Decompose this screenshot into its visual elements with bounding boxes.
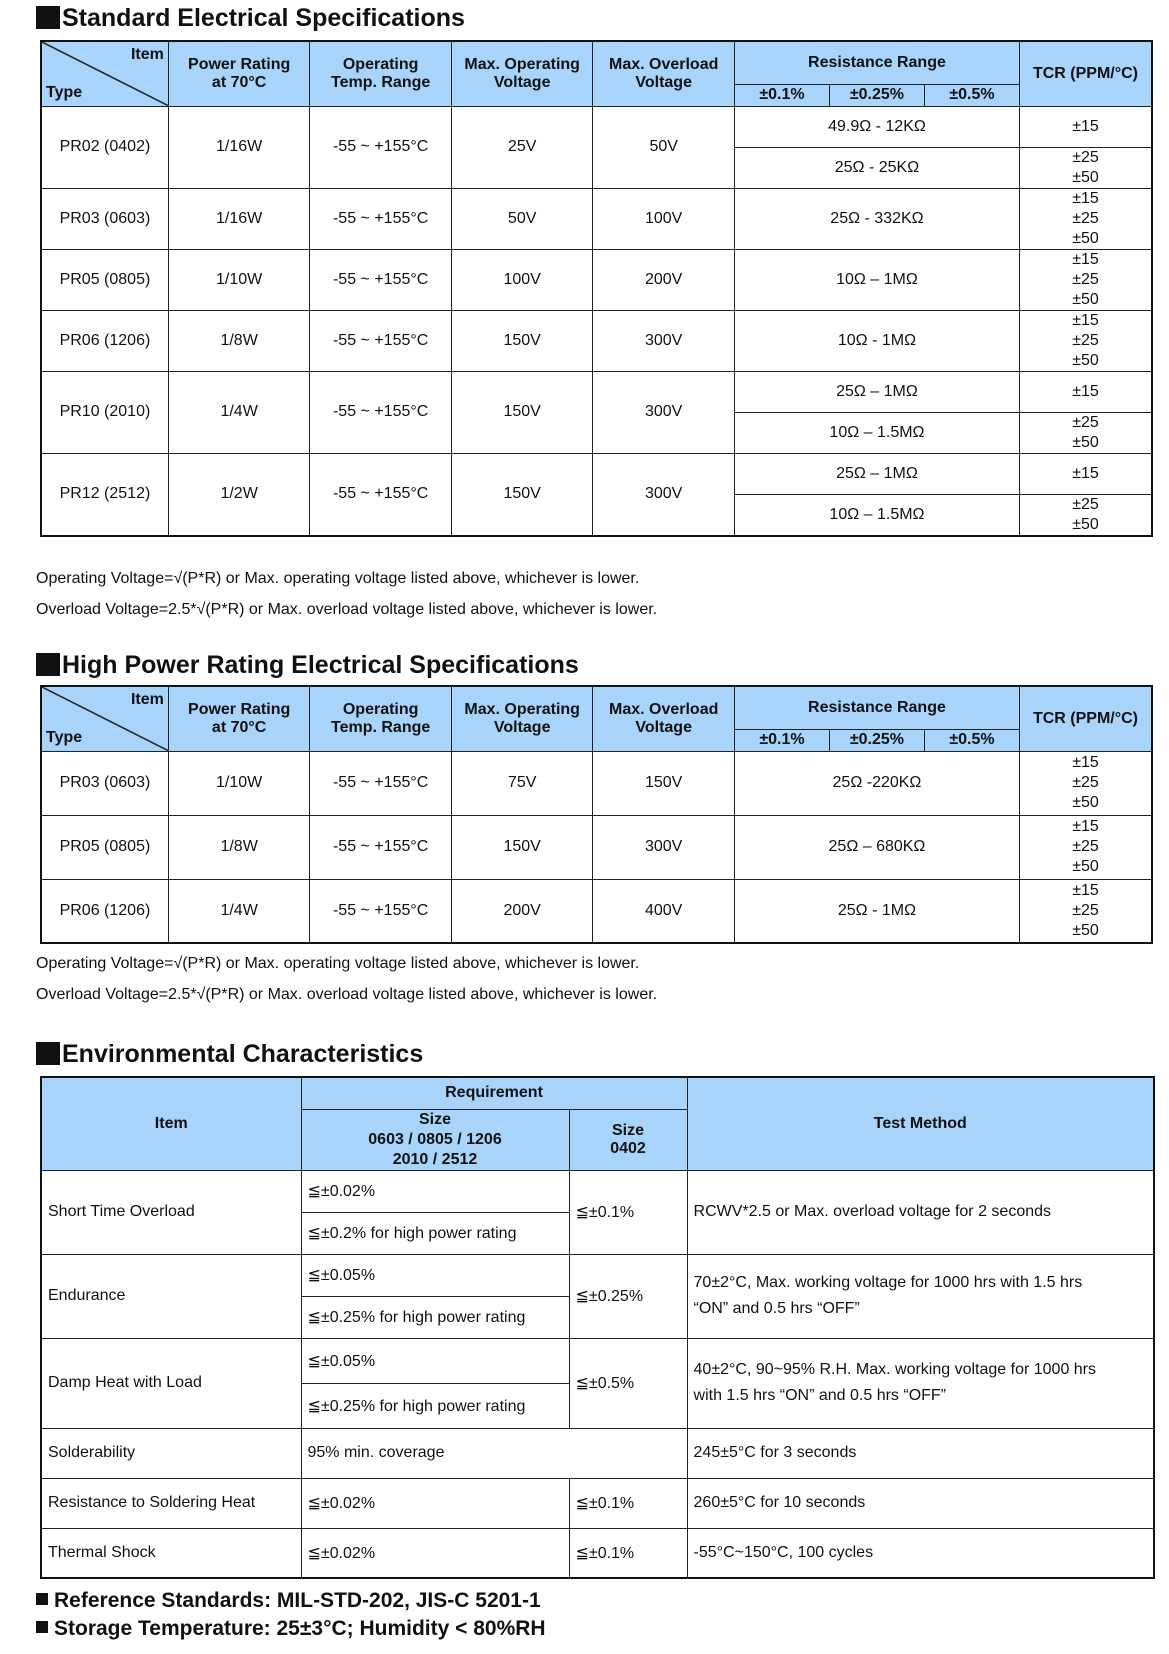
test-cell: 40±2°C, 90~95% R.H. Max. working voltage for 1000 hrs with 1.5 hrs “ON” and 0.5 hrs “OFF” [687,1338,1154,1428]
req-small-cell: ≦±0.25% [569,1254,687,1338]
temp-cell: -55 ~ +155°C [310,249,452,310]
table-row [41,1170,1154,1212]
ov-voltage-cell: 300V [593,371,735,453]
type-cell: PR03 (0603) [41,751,168,815]
standard-title-text: Standard Electrical Specifications [62,4,465,32]
ov-voltage-cell: 50V [593,106,735,188]
type-cell: PR10 (2010) [41,371,168,453]
temp-cell: -55 ~ +155°C [310,879,452,943]
temp-cell: -55 ~ +155°C [310,751,452,815]
temp-cell: -55 ~ +155°C [310,815,452,879]
test-cell: RCWV*2.5 or Max. overload voltage for 2 seconds [687,1170,1154,1254]
op-voltage-cell: 150V [451,371,593,453]
header-item-type [41,686,168,751]
env-header-item: Item [41,1077,301,1170]
square-bullet-icon [36,653,60,676]
env-item-cell: Short Time Overload [41,1170,301,1254]
header-tol-01: ±0.1% [734,729,829,751]
type-cell: PR05 (0805) [41,249,168,310]
ov-voltage-cell: 100V [593,188,735,249]
req-small-cell: ≦±0.5% [569,1338,687,1428]
req-cell: ≦±0.25% for high power rating [301,1296,569,1338]
test-cell: 70±2°C, Max. working voltage for 1000 hrs with 1.5 hrs “ON” and 0.5 hrs “OFF” [687,1254,1154,1338]
header-tol-05: ±0.5% [924,84,1019,106]
table-row [41,1478,1154,1528]
header-item-type [41,41,168,106]
env-header-size-large: Size 0603 / 0805 / 1206 2010 / 2512 [301,1109,569,1170]
header-max-overload: Max. Overload Voltage [593,686,735,751]
req-cell: ≦±0.02% [301,1528,569,1578]
header-tol-01: ±0.1% [734,84,829,106]
square-bullet-icon [36,1593,48,1605]
table-row [41,751,1152,815]
req-small-cell: ≦±0.1% [569,1528,687,1578]
power-cell: 1/4W [168,371,310,453]
table-row [41,106,1152,147]
tcr-cell: ±15 ±25 ±50 [1019,188,1152,249]
req-cell: ≦±0.05% [301,1338,569,1383]
square-bullet-icon [36,6,60,29]
note-operating-voltage: Operating Voltage=√(P*R) or Max. operating voltage listed above, whichever is lower. [36,955,640,972]
power-cell: 1/4W [168,879,310,943]
ov-voltage-cell: 400V [593,879,735,943]
square-bullet-icon [36,1042,60,1065]
tcr-cell: ±15 ±25 ±50 [1019,249,1152,310]
temp-cell: -55 ~ +155°C [310,371,452,453]
ov-voltage-cell: 300V [593,310,735,371]
environmental-table [40,1076,1155,1579]
storage-temperature-text: Storage Temperature: 25±3°C; Humidity < 80%RH [54,1617,546,1640]
header-max-operating: Max. Operating Voltage [451,41,593,106]
tcr-cell: ±25 ±50 [1019,494,1152,536]
temp-cell: -55 ~ +155°C [310,453,452,536]
header-power-rating: Power Rating at 70°C [168,686,310,751]
ov-voltage-cell: 300V [593,815,735,879]
range-cell: 49.9Ω - 12KΩ [734,106,1019,147]
table-row [41,249,1152,310]
header-item-label: Item [130,691,164,708]
ov-voltage-cell: 150V [593,751,735,815]
ov-voltage-cell: 300V [593,453,735,536]
header-temp-range: Operating Temp. Range [310,686,452,751]
test-cell: 260±5°C for 10 seconds [687,1478,1154,1528]
env-header-size-0402: Size 0402 [569,1109,687,1170]
header-tol-025: ±0.25% [829,729,924,751]
header-tol-025: ±0.25% [829,84,924,106]
req-cell: ≦±0.02% [301,1170,569,1212]
temp-cell: -55 ~ +155°C [310,310,452,371]
op-voltage-cell: 75V [451,751,593,815]
power-cell: 1/10W [168,751,310,815]
range-cell: 25Ω – 1MΩ [734,371,1019,412]
square-bullet-icon [36,1621,48,1633]
table-row [41,1428,1154,1478]
op-voltage-cell: 25V [451,106,593,188]
header-item-label: Item [130,46,164,63]
env-header-test-method: Test Method [687,1077,1154,1170]
header-max-overload: Max. Overload Voltage [593,41,735,106]
req-cell: ≦±0.25% for high power rating [301,1383,569,1428]
header-resistance-range: Resistance Range [734,41,1019,84]
op-voltage-cell: 100V [451,249,593,310]
reference-standards-text: Reference Standards: MIL-STD-202, JIS-C 5201-1 [54,1589,541,1612]
header-temp-range: Operating Temp. Range [310,41,452,106]
range-cell: 10Ω – 1MΩ [734,249,1019,310]
op-voltage-cell: 150V [451,453,593,536]
table-row [41,879,1152,943]
high-power-spec-table [40,685,1153,944]
section-title-environmental [36,1040,423,1069]
ov-voltage-cell: 200V [593,249,735,310]
range-cell: 25Ω – 1MΩ [734,453,1019,494]
type-cell: PR02 (0402) [41,106,168,188]
env-header-requirement: Requirement [301,1077,687,1109]
reference-standards [36,1589,541,1613]
table-row [41,1338,1154,1383]
env-item-cell: Damp Heat with Load [41,1338,301,1428]
power-cell: 1/16W [168,188,310,249]
op-voltage-cell: 150V [451,310,593,371]
high-title-text: High Power Rating Electrical Specifications [62,651,579,679]
power-cell: 1/10W [168,249,310,310]
req-cell: ≦±0.02% [301,1478,569,1528]
tcr-cell: ±25 ±50 [1019,412,1152,453]
env-item-cell: Thermal Shock [41,1528,301,1578]
req-cell: ≦±0.2% for high power rating [301,1212,569,1254]
type-cell: PR06 (1206) [41,879,168,943]
range-cell: 10Ω – 1.5MΩ [734,494,1019,536]
tcr-cell: ±15 [1019,106,1152,147]
table-row [41,310,1152,371]
header-power-rating: Power Rating at 70°C [168,41,310,106]
range-cell: 25Ω – 680KΩ [734,815,1019,879]
table-row [41,815,1152,879]
req-cell: 95% min. coverage [301,1428,687,1478]
header-type-label: Type [46,728,83,746]
tcr-cell: ±15 ±25 ±50 [1019,751,1152,815]
tcr-cell: ±15 ±25 ±50 [1019,879,1152,943]
test-cell: -55°C~150°C, 100 cycles [687,1528,1154,1578]
temp-cell: -55 ~ +155°C [310,106,452,188]
env-item-cell: Solderability [41,1428,301,1478]
power-cell: 1/8W [168,815,310,879]
op-voltage-cell: 200V [451,879,593,943]
type-cell: PR12 (2512) [41,453,168,536]
power-cell: 1/8W [168,310,310,371]
range-cell: 25Ω -220KΩ [734,751,1019,815]
table-row [41,371,1152,412]
header-max-operating: Max. Operating Voltage [451,686,593,751]
range-cell: 10Ω – 1.5MΩ [734,412,1019,453]
note-overload-voltage: Overload Voltage=2.5*√(P*R) or Max. overload voltage listed above, whichever is lower. [36,601,658,618]
note-overload-voltage: Overload Voltage=2.5*√(P*R) or Max. overload voltage listed above, whichever is lower. [36,986,658,1003]
req-small-cell: ≦±0.1% [569,1478,687,1528]
power-cell: 1/16W [168,106,310,188]
power-cell: 1/2W [168,453,310,536]
tcr-cell: ±25 ±50 [1019,147,1152,188]
header-tol-05: ±0.5% [924,729,1019,751]
storage-temperature [36,1617,546,1641]
range-cell: 10Ω - 1MΩ [734,310,1019,371]
env-item-cell: Endurance [41,1254,301,1338]
table-row [41,453,1152,494]
table-row [41,188,1152,249]
note-operating-voltage: Operating Voltage=√(P*R) or Max. operating voltage listed above, whichever is lower. [36,570,640,587]
op-voltage-cell: 50V [451,188,593,249]
range-cell: 25Ω - 332KΩ [734,188,1019,249]
req-small-cell: ≦±0.1% [569,1170,687,1254]
range-cell: 25Ω - 25KΩ [734,147,1019,188]
op-voltage-cell: 150V [451,815,593,879]
section-title-high-power [36,651,579,680]
temp-cell: -55 ~ +155°C [310,188,452,249]
test-cell: 245±5°C for 3 seconds [687,1428,1154,1478]
tcr-cell: ±15 ±25 ±50 [1019,815,1152,879]
tcr-cell: ±15 ±25 ±50 [1019,310,1152,371]
table-row [41,1254,1154,1296]
type-cell: PR06 (1206) [41,310,168,371]
header-tcr: TCR (PPM/°C) [1019,41,1152,106]
range-cell: 25Ω - 1MΩ [734,879,1019,943]
header-tcr: TCR (PPM/°C) [1019,686,1152,751]
section-title-standard [36,4,465,33]
type-cell: PR05 (0805) [41,815,168,879]
req-cell: ≦±0.05% [301,1254,569,1296]
tcr-cell: ±15 [1019,371,1152,412]
table-row [41,1528,1154,1578]
env-title-text: Environmental Characteristics [62,1040,424,1068]
tcr-cell: ±15 [1019,453,1152,494]
header-resistance-range: Resistance Range [734,686,1019,729]
env-item-cell: Resistance to Soldering Heat [41,1478,301,1528]
standard-spec-table [40,40,1153,537]
type-cell: PR03 (0603) [41,188,168,249]
header-type-label: Type [46,83,83,101]
